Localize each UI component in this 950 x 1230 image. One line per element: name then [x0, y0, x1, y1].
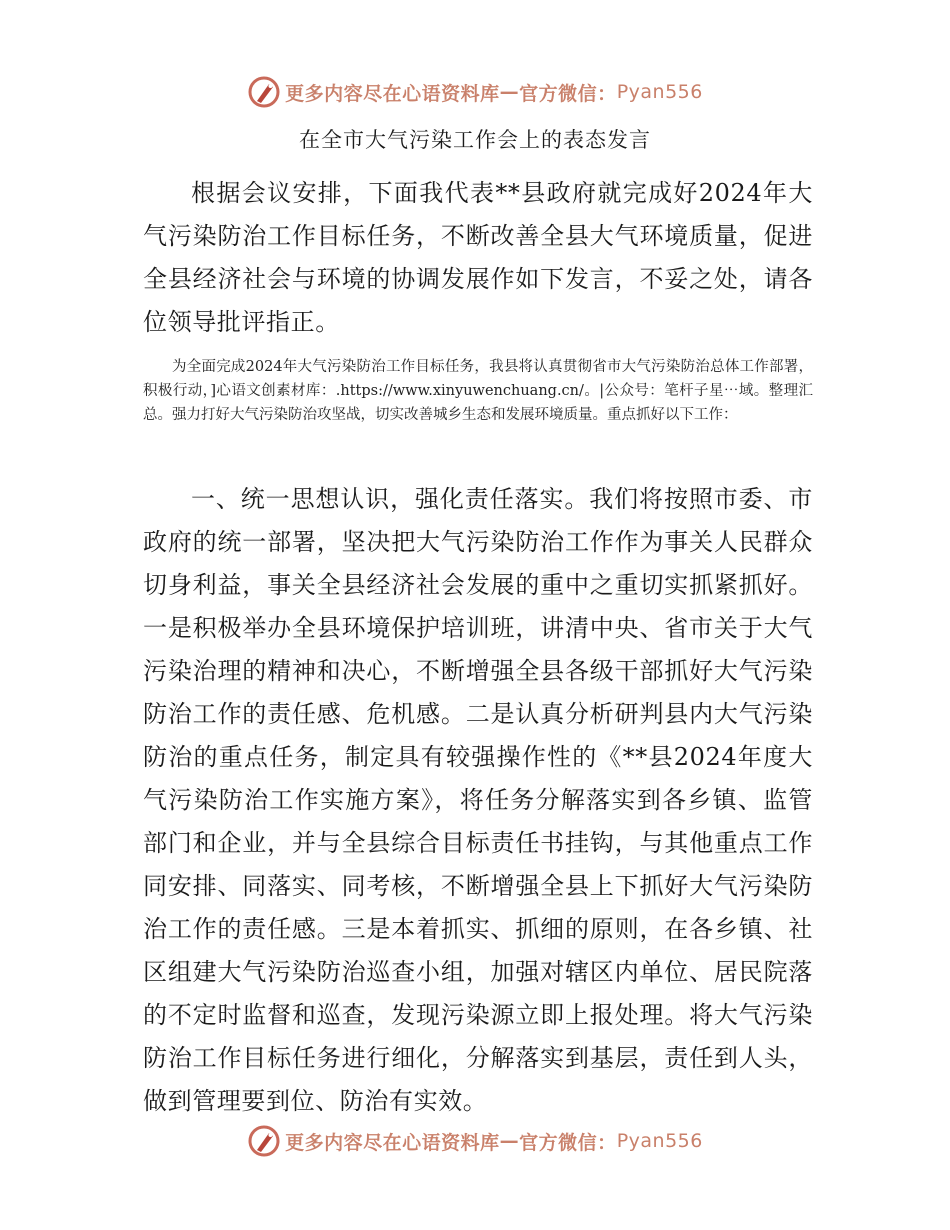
banner-dash: — [499, 81, 520, 103]
footer-watermark-banner [0, 1121, 950, 1161]
pen-nib-circle-icon [247, 1124, 281, 1158]
banner-wechat-id: Pyan556 [616, 81, 703, 103]
paragraph-intro: 根据会议安排，下面我代表**县政府就完成好2024年大气污染防治工作目标任务，不断改善全县大气环境质量，促进全县经济社会与环境的协调发展作如下发言，不妥之处，请各位领导批评指正。 [143, 179, 813, 336]
banner-dash: — [499, 1130, 520, 1152]
banner-wechat-id: Pyan556 [616, 1130, 703, 1152]
paragraph-note: 为全面完成2024年大气污染防治工作目标任务，我县将认真贯彻省市大气污染防治总体工作部署，积极行动，]心语文创素材库：.https://www.xinyuwenchuang.cn/。|公众号：笔杆子星⋯域。整理汇总。强力打好大气污染防治攻坚战，切实改善城乡生态和发展环境质量。重点抓好以下工作： [143, 359, 813, 423]
banner-wechat-label: 官方微信： [519, 82, 617, 105]
banner-main-text: 更多内容尽在心语资料库 [285, 1131, 500, 1154]
paragraph-section-1: 一、统一思想认识，强化责任落实。我们将按照市委、市政府的统一部署，坚决把大气污染防治工作作为事关人民群众切身利益，事关全县经济社会发展的重中之重切实抓紧抓好。一是积极举办全县环境保护培训班，讲清中央、省市关于大气污染治理的精神和决心，不断增强全县各级干部抓好大气污染防治工作的责任感、危机感。二是认真分析研判县内大气污染防治的重点任务，制定具有较强操作性的《**县2024年度大气污染防治工作实施方案》，将任务分解落实到各乡镇、监管部门和企业，并与全县综合目标责任书挂钩，与其他重点工作同安排、同落实、同考核，不断增强全县上下抓好大气污染防治工作的责任感。三是本着抓实、抓细的原则，在各乡镇、社区组建大气污染防治巡查小组，加强对辖区内单位、居民院落的不定时监督和巡查，发现污染源立即上报处理。将大气污染防治工作目标任务进行细化，分解落实到基层，责任到人头，做到管理要到位、防治有实效。 [143, 485, 813, 1115]
banner-main-text: 更多内容尽在心语资料库 [285, 82, 500, 105]
pen-nib-circle-icon [247, 75, 281, 109]
header-watermark-banner [0, 72, 950, 112]
document-title: 在全市大气污染工作会上的表态发言 [299, 128, 651, 152]
banner-wechat-label: 官方微信： [519, 1131, 617, 1154]
